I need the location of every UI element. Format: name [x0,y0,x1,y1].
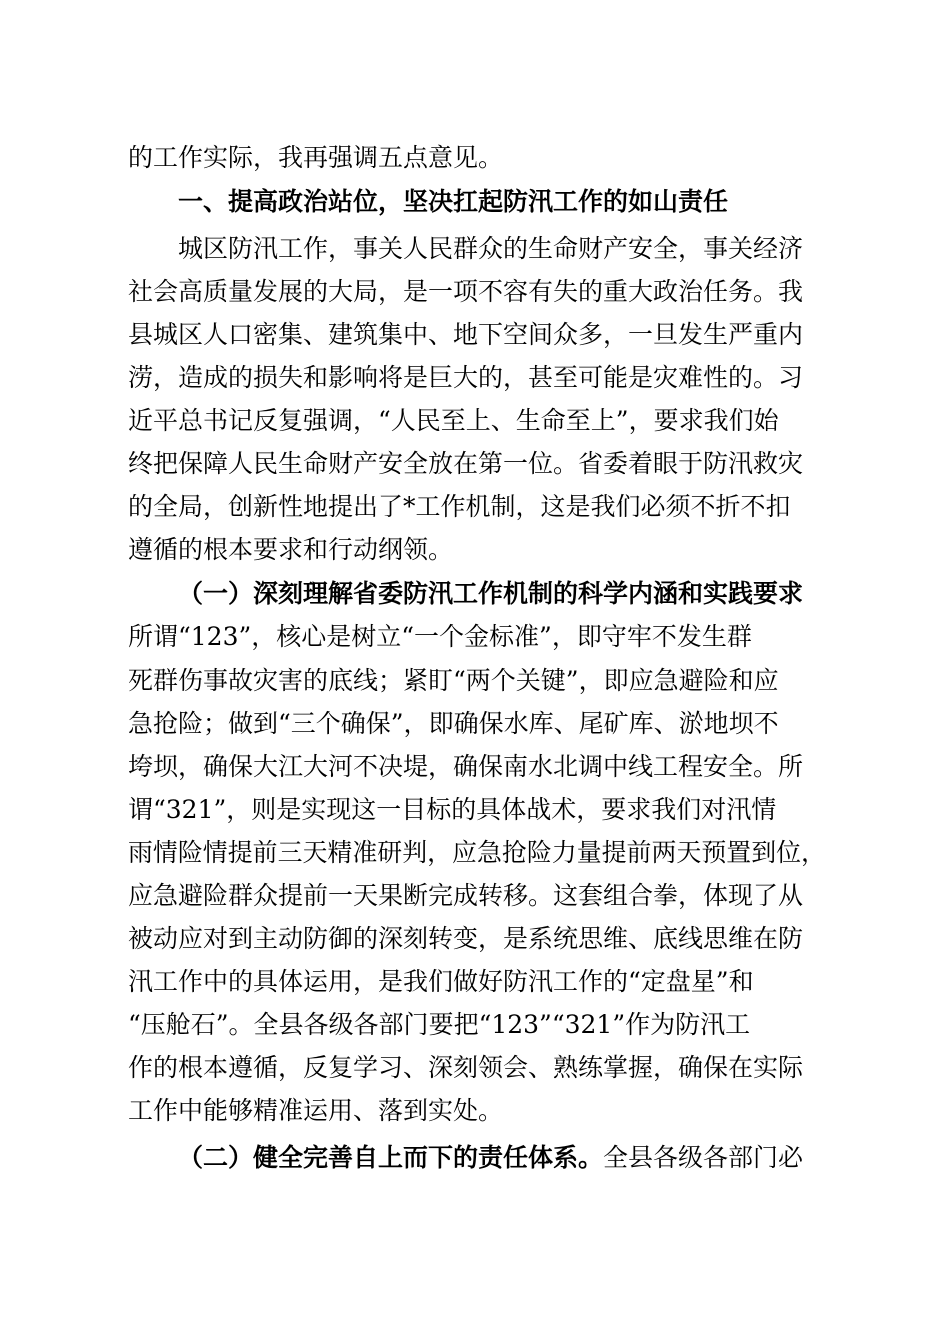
text-line: 所谓“123”，核心是树立“一个金标准”，即守牢不发生群 [128,622,752,651]
text-line: 汛工作中的具体运用，是我们做好防汛工作的“定盘星”和 [128,967,754,996]
text-line: 应急避险群众提前一天果断完成转移。这套组合拳，体现了从 [128,881,804,910]
text-line: 谓“321”，则是实现这一目标的具体战术，要求我们对汛情 [128,795,777,824]
section-heading: 一、提高政治站位，坚决扛起防汛工作的如山责任 [178,187,729,216]
text-line: 作的根本遵循，反复学习、深刻领会、熟练掌握，确保在实际 [128,1053,804,1082]
text-line: 被动应对到主动防御的深刻转变，是系统思维、底线思维在防 [128,924,804,953]
text-line: 的全局，创新性地提出了*工作机制，这是我们必须不折不扣 [128,492,791,521]
text-line: 急抢险；做到“三个确保”，即确保水库、尾矿库、淤地坝不 [128,709,779,738]
text-line: 涝，造成的损失和影响将是巨大的，甚至可能是灾难性的。习 [128,363,804,392]
text-line: 城区防汛工作，事关人民群众的生命财产安全，事关经济 [178,234,804,263]
text-line: 县城区人口密集、建筑集中、地下空间众多，一旦发生严重内 [128,320,804,349]
text-line: 遵循的根本要求和行动纲领。 [128,535,454,564]
text-line: 社会高质量发展的大局，是一项不容有失的重大政治任务。我 [128,277,804,306]
subsection-line [178,1141,803,1175]
text-line: 的工作实际，我再强调五点意见。 [128,143,504,172]
text-line: 工作中能够精准运用、落到实处。 [128,1096,504,1125]
text-line: “压舱石”。全县各级各部门要把“123”“321”作为防汛工 [128,1010,751,1039]
text-line: 死群伤事故灾害的底线；紧盯“两个关键”，即应急避险和应 [128,666,779,695]
text-line: 垮坝，确保大江大河不决堤，确保南水北调中线工程安全。所 [128,752,804,781]
subsection-heading: （一）深刻理解省委防汛工作机制的科学内涵和实践要求 [178,579,804,608]
text-line: 终把保障人民生命财产安全放在第一位。省委着眼于防汛救灾 [128,449,804,478]
text-span: 全县各级各部门必 [603,1143,804,1172]
text-line: 雨情险情提前三天精准研判，应急抢险力量提前两天预置到位， [128,838,826,867]
subsection-heading: （二）健全完善自上而下的责任体系。 [178,1143,604,1172]
text-line: 近平总书记反复强调，“人民至上、生命至上”，要求我们始 [128,406,779,435]
